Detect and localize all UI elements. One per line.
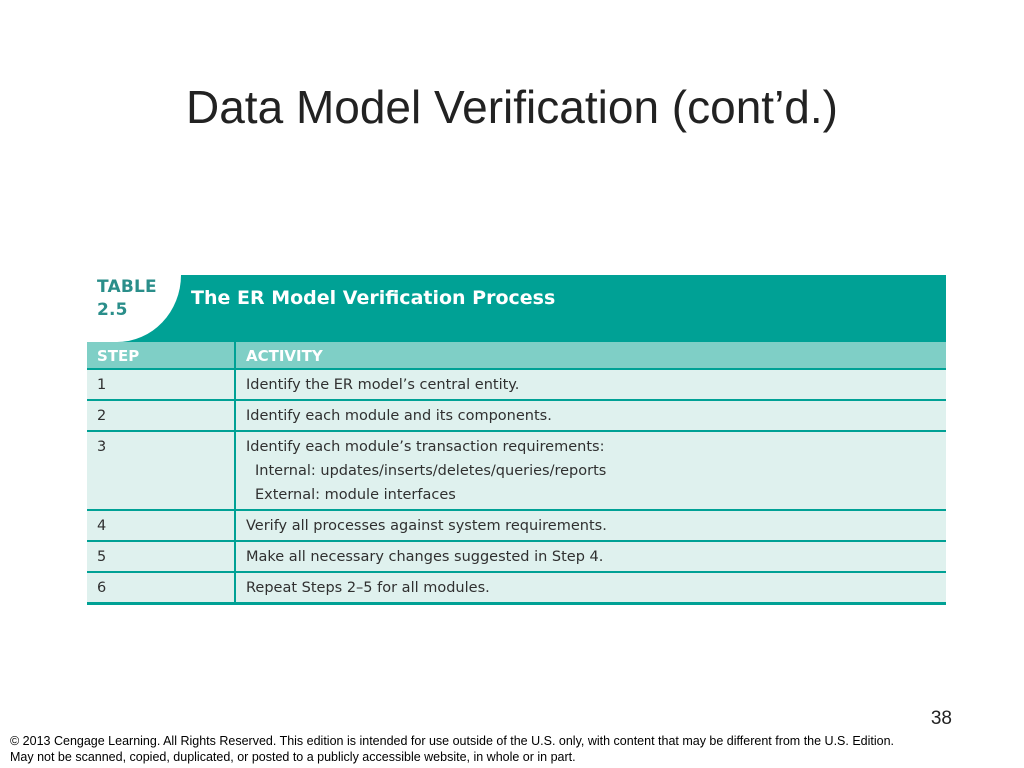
page-number: 38 [930,708,952,729]
table-row [87,572,946,604]
column-header-step: STEP [87,342,235,369]
activity-text: Identify each module’s transaction requirements: [246,439,605,455]
steps-table [87,342,946,605]
column-header-activity: ACTIVITY [235,342,946,369]
step-number: 3 [87,431,235,510]
table-body [87,369,946,604]
activity-text: Verify all processes against system requirements. [246,518,607,534]
activity-cell [235,400,946,431]
table-label-word: TABLE [97,277,157,297]
activity-text: Make all necessary changes suggested in Step 4. [246,549,604,565]
copyright-footer [10,733,1020,765]
table-title: The ER Model Verification Process [191,287,556,309]
table-row [87,431,946,510]
table-tab [87,275,181,342]
activity-cell [235,369,946,400]
verification-table [87,275,946,605]
activity-sub-text: External: module interfaces [255,487,456,503]
activity-text: Identify the ER model’s central entity. [246,377,520,393]
activity-text: Repeat Steps 2–5 for all modules. [246,580,490,596]
step-number: 1 [87,369,235,400]
step-number: 4 [87,510,235,541]
activity-cell [235,510,946,541]
table-row [87,541,946,572]
activity-cell [235,431,946,510]
step-number: 5 [87,541,235,572]
table-row [87,400,946,431]
footer-line-2: May not be scanned, copied, duplicated, or posted to a publicly accessible website, in whole or in part. [10,750,576,764]
table-row [87,369,946,400]
table-number-label [97,276,157,322]
footer-line-1: © 2013 Cengage Learning. All Rights Reserved. This edition is intended for use outside of the U.S. only, with content that may be different from the U.S. Edition. [10,734,895,748]
table-header-row [87,342,946,369]
table-label-number: 2.5 [97,300,128,320]
activity-cell [235,541,946,572]
step-number: 6 [87,572,235,604]
activity-cell [235,572,946,604]
table-banner [87,275,946,342]
activity-text: Identify each module and its components. [246,408,552,424]
activity-sub-text: Internal: updates/inserts/deletes/queries/reports [255,463,607,479]
table-row [87,510,946,541]
slide-title: Data Model Verification (cont’d.) [186,81,838,133]
step-number: 2 [87,400,235,431]
